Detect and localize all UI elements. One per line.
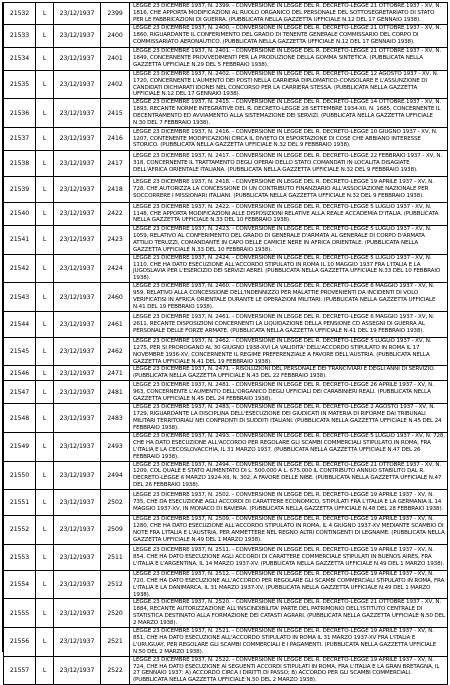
table-row [4, 202, 448, 225]
act-date-cell: 23/12/1937 [54, 570, 101, 599]
record-number-cell: 21535 [4, 70, 36, 99]
act-type-cell: L [36, 70, 54, 99]
record-number-cell: 21540 [4, 202, 36, 225]
table-row [4, 225, 448, 254]
act-description-text: LEGGE 23 DICEMBRE 1937, N. 2415. - CONVERSIONE IN LEGGE DEL R. DECRETO-LEGGE 14 OTTOBRE 1937 - XV, N. 1893, RECANTE NORME INTEGRATIVE DEL R. DECRETO-LEGGE 28 SETTEMBRE 1934-XII, N. 1685, CONCERNENTE IL DECENTRAMENTO ED AVVIAMENTO ALLA SISTEMAZIONE DEI SERVIZI. (PUBBLICATA NELLA GAZZETTA UFFICIALE N.30 DEL 7 FEBBRAIO 1938). [133, 99, 442, 127]
act-number-cell: 2522 [101, 656, 130, 685]
act-number-cell: 2416 [101, 127, 130, 150]
act-number-cell: 2511 [101, 544, 130, 570]
act-type-cell: L [36, 337, 54, 366]
act-date-cell: 23/12/1937 [54, 70, 101, 99]
act-description-text: LEGGE 23 DICEMBRE 1937, N. 2422. - CONVERSIONE IN LEGGE DEL R. DECRETO-LEGGE 5 LUGLIO 1937 - XV, N. 1148, CHE APPORTA MODIFICAZIONI ALLE DISPOSIZIONI RELATIVE ALLA REALE ACCADEMIA D'ITALIA. (PUBBLICATA NELLA GAZZETTA UFFICIALE N.33 DEL 10 FEBBRAIO 1938). [133, 203, 439, 224]
act-type-cell: L [36, 381, 54, 404]
record-number-cell: 21539 [4, 176, 36, 202]
record-number-cell: 21547 [4, 381, 36, 404]
table-row [4, 366, 448, 381]
act-number-cell: 2471 [101, 366, 130, 381]
record-number-cell: 21551 [4, 490, 36, 516]
act-date-cell: 23/12/1937 [54, 3, 101, 25]
act-description-text: LEGGE 23 DICEMBRE 1937, N. 2402. - CONVERSIONE IN LEGGE DEL R. DECRETO-LEGGE 12 AGOSTO 1937 - XV, N. 1720, CONCERNENTE L'AUMENTO DEI POSTI NELLA CARRIERA DIPLOMATICO-CONSOLARE E L'ASSUNZIONE DI CANDIDATI DICHIARATI IDONEI NEL CONCORSO PER LA CARRIERA STESSA. (PUBBLICATA NELLA GAZZETTA UFFICIALE N.12 DEL 17 GENNAIO 1938). [133, 70, 439, 98]
act-type-cell: L [36, 628, 54, 657]
table-row [4, 337, 448, 366]
act-description-cell [130, 432, 448, 461]
record-number-cell: 21533 [4, 24, 36, 47]
legislation-register-sheet [2, 2, 448, 684]
act-date-cell: 23/12/1937 [54, 311, 101, 337]
table-row [4, 628, 448, 657]
table-row [4, 70, 448, 99]
act-number-cell: 2481 [101, 381, 130, 404]
act-description-cell [130, 570, 448, 599]
act-description-cell [130, 656, 448, 685]
record-number-cell: 21542 [4, 254, 36, 283]
table-row [4, 461, 448, 490]
act-description-text: LEGGE 23 DICEMBRE 1937, N. 2424. - CONVERSIONE IN LEGGE DEL R. DECRETO-LEGGE 5 LUGLIO 1937 - XV, N. 1110, CHE HA DATO ESECUZIONE ALL'ACCORDO STIPULATO IN ROMA IL 10 MAGGIO 1937 FRA L'ITALIA E LA JUGOSLAVIA PER L'ESERCIZIO DEI SERVIZI AEREI. (PUBBLICATA NELLA GAZZETTA UFFICIALE N.33 DEL 10 FEBBRAIO 1938). [133, 254, 441, 282]
act-description-text: LEGGE 23 DICEMBRE 1937, N. 2401. - CONVERSIONE IN LEGGE DEL R. DECRETO-LEGGE 21 OTTOBRE 1937 - XV, N. 1849, CONCERNENTE PROVVEDIMENTI PER LA PRODUZIONE DELLA GOMMA SINTETICA. (PUBBLICATA NELLA GAZZETTA UFFICIALE N.29 DEL 5 FEBBRAIO 1938). [133, 48, 442, 69]
record-number-cell: 21553 [4, 544, 36, 570]
act-number-cell: 2494 [101, 461, 130, 490]
act-type-cell: L [36, 150, 54, 176]
act-number-cell: 2512 [101, 570, 130, 599]
act-description-text: LEGGE 23 DICEMBRE 1937, N. 2502. - CONVERSIONE IN LEGGE DEL R. DECRETO-LEGGE 19 APRILE 1937 - XV, N. 735, CHE DA ESECUZIONE AGLI ACCORDI DI CARATTERE ECONOMICO, STIPULATI FRA L'ITALIA E LA GERMANIA IL 14 MAGGIO 1937-XV, IN MONACO DI BAVIERA. (PUBBLICATA NELLA GAZZETTA UFFICIALE N.48 DEL 28 FEBBRAIO 1938). [133, 492, 444, 513]
act-date-cell: 23/12/1937 [54, 490, 101, 516]
act-description-cell [130, 311, 448, 337]
act-type-cell: L [36, 202, 54, 225]
act-number-cell: 2521 [101, 628, 130, 657]
legislation-table [3, 2, 448, 685]
act-date-cell: 23/12/1937 [54, 225, 101, 254]
act-description-cell [130, 628, 448, 657]
table-row [4, 490, 448, 516]
act-description-cell [130, 366, 448, 381]
act-type-cell: L [36, 176, 54, 202]
act-number-cell: 2399 [101, 3, 130, 25]
record-number-cell: 21536 [4, 99, 36, 128]
table-row [4, 516, 448, 545]
record-number-cell: 21541 [4, 225, 36, 254]
act-date-cell: 23/12/1937 [54, 381, 101, 404]
act-number-cell: 2493 [101, 432, 130, 461]
act-type-cell: L [36, 366, 54, 381]
act-type-cell: L [36, 127, 54, 150]
act-date-cell: 23/12/1937 [54, 24, 101, 47]
act-type-cell: L [36, 47, 54, 70]
act-number-cell: 2417 [101, 150, 130, 176]
act-description-cell [130, 150, 448, 176]
table-row [4, 311, 448, 337]
act-description-text: LEGGE 23 DICEMBRE 1937, N. 2481. - CONVERSIONE IN LEGGE DEL R. DECRETO-LEGGE 26 APRILE 1937 - XV, N. 963, CONCERNENTE L'AUMENTO DELL'ORGANICO DEGLI UFFICIALI DEI CARABINIERI REALI. (PUBBLICATA NELLA GAZZETTA UFFICIALE N.45 DEL 24 FEBBRAIO 1938). [133, 381, 434, 402]
act-description-text: LEGGE 23 DICEMBRE 1937, N. 2493. - CONVERSIONE IN LEGGE DEL R. DECRETO-LEGGE 5 LUGLIO 1937 - XV, N. 728, CHE HA DATO ESECUZIONE ALL'ACCORDO PER REGOLARE GLI SCAMBI COMMERCIALI STIPULATO IN ROMA, FRA L'ITALIA E LA CECOSLOVACCHIA, IL 31 MARZO 1937. (PUBBLICATA NELLA GAZZETTA UFFICIALE N.47 DEL 26 FEBBRAIO 1938). [133, 432, 445, 460]
act-type-cell: L [36, 225, 54, 254]
act-type-cell: L [36, 656, 54, 685]
act-date-cell: 23/12/1937 [54, 461, 101, 490]
act-description-text: LEGGE 23 DICEMBRE 1937, N. 2423. - CONVERSIONE IN LEGGE DEL R. DECRETO-LEGGE 5 LUGLIO 1937 - XV, N. 1059, RELATIVO AL CONFERIMENTO DEL GRADO DI GENERALE D'ARMATA AL GENERALE DI CORPO D'ARMATA ATTILIO TERUZZI, COMANDANTE IN CAPO DELLE CAMICIE NERE IN AFRICA ORIENTALE. (PUBBLICATA NELLA GAZZETTA UFFICIALE N.33 DEL 10 FEBBRAIO 1938). [133, 225, 432, 253]
act-description-text: LEGGE 23 DICEMBRE 1937, N. 2400. - CONVERSIONE IN LEGGE DEL R. DECRETO-LEGGE 21 OTTOBRE 1937 - XV, N. 1860, RIGUARDANTE IL CONFERIMENTO DEL GRADO DI TENENTE GENERALE COMMISSARIO DEL CORPO DI COMMISSARIATO AERONAUTICO. (PUBBLICATA NELLA GAZZETTA UFFICIALE N.12 DEL 17 GENNAIO 1938). [133, 25, 442, 46]
record-number-cell: 21550 [4, 461, 36, 490]
act-date-cell: 23/12/1937 [54, 202, 101, 225]
act-date-cell: 23/12/1937 [54, 47, 101, 70]
act-date-cell: 23/12/1937 [54, 628, 101, 657]
act-date-cell: 23/12/1937 [54, 404, 101, 433]
act-number-cell: 2423 [101, 225, 130, 254]
act-description-cell [130, 404, 448, 433]
act-description-cell [130, 70, 448, 99]
act-description-cell [130, 24, 448, 47]
record-number-cell: 21548 [4, 404, 36, 433]
act-number-cell: 2460 [101, 283, 130, 312]
record-number-cell: 21537 [4, 127, 36, 150]
act-description-text: LEGGE 23 DICEMBRE 1937, N. 2494. - CONVERSIONE IN LEGGE DEL R. DECRETO-LEGGE 21 OTTOBRE 1937 - XV, N. 1209, COL QUALE E STATO AUMENTATO DI L. 500.000 A L. 675.000 IL CONTRIBUTO ANNUO STABILITO DAL R. DECRETO-LEGGE 6 MARZO 1924-XII, N. 302, A FAVORE DELLE NIBE. (PUBBLICATA NELLA GAZZETTA UFFICIALE N.47 DEL 26 FEBBRAIO 1938). [133, 461, 442, 489]
act-type-cell: L [36, 461, 54, 490]
act-description-text: LEGGE 23 DICEMBRE 1937, N. 2461. - CONVERSIONE IN LEGGE DEL R. DECRETO-LEGGE 6 MAGGIO 1937 - XV, N. 2611, RECANTE DISPOSIZIONI CONCERNENTI LA LIQUIDAZIONE DELLA PENSIONE CD ASSEGNI DI GUERRA AL PERSONALE DELLE FORZE ARMATE. (PUBBLICATA NELLA GAZZETTA UFFICIALE N.41 DEL 19 FEBBRAIO 1938). [133, 313, 435, 334]
act-description-text: LEGGE 23 DICEMBRE 1937, N. 2521. - CONVERSIONE IN LEGGE DEL R. DECRETO-LEGGE 19 APRILE 1937 - XV, N. 851, CHE HA DATO ESECUZIONE ALL'ACCORDO STIPULATO IN ROMA IL 31 MARZO 1937-XV FRA L'ITALIA E L'URUGUAY, PER REGOLARE GLI SCAMBI COMMERCIALI E I PAGAMENTI. (PUBBLICATA NELLA GAZZETTA UFFICIALE N.50 DEL 2 MARZO 1938). [133, 628, 437, 655]
record-number-cell: 21543 [4, 283, 36, 312]
act-description-text: LEGGE 23 DICEMBRE 1937, N. 2522. - CONVERSIONE IN LEGGE DEL R. DECRETO-LEGGE 19 APRILE 1937 - XV, N. 724, CHE HA DATO ESECUZIONE AI SEGUENTI ACCORDI STIPULATI IN ROMA, FRA L'ITALIA E LA GRAN BRETAGNA, IL 27 GENNAIO 1937: A) ACCORDO CIRCA I DIRITTI DI PASSO; B) ACCORDO PER GLI SCAMBI COMMERCIALI. (PUBBLICATA NELLA GAZZETTA UFFICIALE N.50 DEL 2 MARZO 1938). [133, 656, 440, 684]
act-description-text: LEGGE 23 DICEMBRE 1937, N. 2483. - CONVERSIONE IN LEGGE DEL R. DECRETO-LEGGE 2 AGOSTO 1937 - XV, N. 1729, RIGUARDANTE LA DISCIPLINA DELL'ESECUZIONE DEI GIUDICATI IN MATERIA DI RIFORME DAI TRIBUNALI MILITARI TERRITORIALI NEI CONFRONTI DI SUDDITI ITALIANI. (PUBBLICATA NELLA GAZZETTA UFFICIALE N.45 DEL 24 FEBBRAIO 1938). [133, 404, 442, 431]
act-type-cell: L [36, 283, 54, 312]
act-date-cell: 23/12/1937 [54, 516, 101, 545]
act-type-cell: L [36, 432, 54, 461]
table-row [4, 3, 448, 25]
record-number-cell: 21554 [4, 570, 36, 599]
act-type-cell: L [36, 490, 54, 516]
act-number-cell: 2415 [101, 99, 130, 128]
act-description-cell [130, 254, 448, 283]
act-date-cell: 23/12/1937 [54, 599, 101, 628]
act-type-cell: L [36, 404, 54, 433]
act-number-cell: 2509 [101, 516, 130, 545]
act-number-cell: 2502 [101, 490, 130, 516]
table-row [4, 47, 448, 70]
act-description-text: LEGGE 23 DICEMBRE 1937, N. 2460. - CONVERSIONE IN LEGGE DEL R. DECRETO-LEGGE 6 MAGGIO 1937 - XV, N. 959, RELATIVO ALLA CONCESSIONE DELL'INDENNIZZO PER MALATTIE PROVENIENTI DA INCIDENTI DI VOLO VERIFICATISI IN AFRICA ORIENTALE DURANTE LE OPERAZIONI MILITARI. (PUBBLICATA NELLA GAZZETTA UFFICIALE N.41 DEL 19 FEBBRAIO 1938). [133, 283, 436, 310]
act-description-cell [130, 99, 448, 128]
act-type-cell: L [36, 311, 54, 337]
table-row [4, 381, 448, 404]
act-description-cell [130, 599, 448, 628]
act-date-cell: 23/12/1937 [54, 366, 101, 381]
act-description-text: LEGGE 23 DICEMBRE 1937, N. 2512. - CONVERSIONE IN LEGGE DEL R. DECRETO-LEGGE 19 APRILE 1937 - XV, N. 720, CHE HA DATO ESECUZIONE ALL'ACCORDO PER REGOLARE GLI SCAMBI COMMERCIALI STIPULATO IN ROMA, FRA L'ITALIA E LA DANIMARCA, IL 31 MARZO 1937-XV. (PUBBLICATA NELLA GAZZETTA UFFICIALE N.49 DEL 1 MARZO 1938). [133, 570, 445, 598]
table-row [4, 176, 448, 202]
table-row [4, 404, 448, 433]
act-number-cell: 2422 [101, 202, 130, 225]
record-number-cell: 21534 [4, 47, 36, 70]
act-date-cell: 23/12/1937 [54, 544, 101, 570]
act-description-cell [130, 490, 448, 516]
table-row [4, 254, 448, 283]
act-description-cell [130, 337, 448, 366]
act-number-cell: 2402 [101, 70, 130, 99]
act-date-cell: 23/12/1937 [54, 150, 101, 176]
record-number-cell: 21544 [4, 311, 36, 337]
table-row [4, 99, 448, 128]
act-type-cell: L [36, 599, 54, 628]
act-date-cell: 23/12/1937 [54, 283, 101, 312]
table-row [4, 656, 448, 685]
act-type-cell: L [36, 516, 54, 545]
record-number-cell: 21552 [4, 516, 36, 545]
act-type-cell: L [36, 24, 54, 47]
act-type-cell: L [36, 570, 54, 599]
act-description-text: LEGGE 23 DICEMBRE 1937, N. 2416. - CONVERSIONE IN LEGGE DEL R. DECRETO-LEGGE 10 GIUGNO 1937 - XV, N. 1207, CONTENENTE MODIFICAZIONI CIRCA IL DIVIETO DI ESPORTAZIONE DI COSE CHE ABBIANO INTERESSE STORICO. (PUBBLICATA NELLA GAZZETTA UFFICIALE N.32 DEL 9 FEBBRAIO 1938). [133, 128, 438, 149]
act-number-cell: 2418 [101, 176, 130, 202]
table-row [4, 599, 448, 628]
act-type-cell: L [36, 99, 54, 128]
record-number-cell: 21549 [4, 432, 36, 461]
act-description-cell [130, 516, 448, 545]
act-description-cell [130, 283, 448, 312]
act-date-cell: 23/12/1937 [54, 176, 101, 202]
act-date-cell: 23/12/1937 [54, 99, 101, 128]
act-date-cell: 23/12/1937 [54, 337, 101, 366]
table-row [4, 150, 448, 176]
act-description-text: LEGGE 23 DICEMBRE 1937, N. 2399. - CONVERSIONE IN LEGGE DEL R. DECRETO-LEGGE 21 OTTOBRE 1937 - XV, N. 1816, CHE APPORTA MODIFICAZIONI AL RUOLO ORGANICO DEL PERSONALE DEL SOTTOSEGRETARIATO DI STATO PER LE FABBRICAZIONI DI GUERRA. (PUBBLICATA NELLA GAZZETTA UFFICIALE N.12 DEL 17 GENNAIO 1938). [133, 3, 442, 23]
act-number-cell: 2401 [101, 47, 130, 70]
act-description-text: LEGGE 23 DICEMBRE 1937, N. 2417. - CONVERSIONE IN LEGGE DEL R. DECRETO-LEGGE 22 FEBBRAIO 1937 - XV, N. 318, CONCERNENTE IL TRATTAMENTO DEGLI OPERAI DELLO STATO COMANDATI IN LOCALITA DISAGIATE DELL'AFRICA ORIENTALE ITALIANA. (PUBBLICATA NELLA GAZZETTA UFFICIALE N.32 DEL 9 FEBBRAIO 1938). [133, 153, 443, 173]
act-number-cell: 2483 [101, 404, 130, 433]
act-description-text: LEGGE 23 DICEMBRE 1937, N. 2471. - RISOLUZIONI DEL PERSONALE DEI TRANCIVIARI E DEGLI ANNI DI SERVIZIO. (PUBBLICATA NELLA GAZZETTA UFFICIALE N.43 DEL 22 FEBBRAIO 1938). [133, 366, 435, 380]
record-number-cell: 21556 [4, 628, 36, 657]
act-description-cell [130, 225, 448, 254]
table-row [4, 432, 448, 461]
act-description-text: LEGGE 23 DICEMBRE 1937, N. 2462. - CONVERSIONE IN LEGGE DEL R. DECRETO-LEGGE 5 LUGLIO 1937 - XV, N. 1275, PER SI PROROGANO AL 30 GIUGNO 1938-XVI LA VALIDITA' DELL'ACCORDO STIPULATO IN ROMA IL 17 NOVEMBRE 1936-XV, CONCERNENTE IL REGIME PREFERENZIALE A FAVORE DELL'AUSTRIA. (PUBBLICATA NELLA GAZZETTA UFFICIALE N.41 DEL 19 FEBBRAIO 1938). [133, 337, 432, 365]
record-number-cell: 21555 [4, 599, 36, 628]
act-description-cell [130, 381, 448, 404]
record-number-cell: 21545 [4, 337, 36, 366]
act-number-cell: 2462 [101, 337, 130, 366]
act-number-cell: 2424 [101, 254, 130, 283]
table-row [4, 24, 448, 47]
record-number-cell: 21557 [4, 656, 36, 685]
act-date-cell: 23/12/1937 [54, 254, 101, 283]
act-type-cell: L [36, 3, 54, 25]
act-date-cell: 23/12/1937 [54, 432, 101, 461]
table-row [4, 570, 448, 599]
act-type-cell: L [36, 254, 54, 283]
table-row [4, 283, 448, 312]
record-number-cell: 21538 [4, 150, 36, 176]
act-description-text: LEGGE 23 DICEMBRE 1937, N. 2509. - CONVERSIONE IN LEGGE DEL R. DECRETO-LEGGE 19 APRILE 1937 - XV, N. 1280, CHE HA DATO ESECUZIONE ALL'ACCORDO STIPULATO IN ROMA, IL 4 GIUGNO 1937-XV MEDIANTE SCAMBIO DI NOTE FRA L'ITALIA E L'AUSTRIA, PER AMMETTERE NEL REGNO ALTRI CONTINGENTI DI LEGNAME. (PUBBLICATA NELLA GAZZETTA UFFICIALE N.49 DEL 1 MARZO 1938). [133, 516, 445, 543]
act-description-text: LEGGE 23 DICEMBRE 1937, N. 2418. - CONVERSIONE IN LEGGE DEL R. DECRETO-LEGGE 19 APRILE 1937 - XV, N. 728, CHE AUTORIZZA LA CONCESSIONE DI UN CONTRIBUTO FINANZIARIO ALL'ASSOCIAZIONE NAZIONALE PER SOCCORRERE I MISSIONARI ITALIANI. (PUBBLICATA NELLA GAZZETTA UFFICIALE N.32 DEL 9 FEBBRAIO 1938). [133, 179, 434, 199]
record-number-cell: 21546 [4, 366, 36, 381]
act-number-cell: 2461 [101, 311, 130, 337]
act-description-cell [130, 3, 448, 25]
act-description-cell [130, 47, 448, 70]
record-number-cell: 21532 [4, 3, 36, 25]
act-number-cell: 2520 [101, 599, 130, 628]
act-description-cell [130, 127, 448, 150]
act-description-cell [130, 202, 448, 225]
act-description-cell [130, 176, 448, 202]
table-row [4, 127, 448, 150]
act-description-text: LEGGE 23 DICEMBRE 1937, N. 2520. - CONVERSIONE IN LEGGE DEL R. DECRETO-LEGGE 21 OTTOBRE 1937 - XV, N. 1884, RECANTE AUTORIZZAZIONE ALL'INSCINDIBILITA' PARTE DEL PATRIMONIO DELL'ISTITUTO CENTRALE DI STATISTICA DESTINATO ALLA FORMAZIONE DEI CATASTI AGRARI. (PUBBLICATA NELLA GAZZETTA UFFICIALE N.50 DEL 2 MARZO 1938). [133, 599, 445, 627]
table-row [4, 544, 448, 570]
act-date-cell: 23/12/1937 [54, 127, 101, 150]
act-description-cell [130, 461, 448, 490]
act-type-cell: L [36, 544, 54, 570]
act-date-cell: 23/12/1937 [54, 656, 101, 685]
act-description-text: LEGGE 23 DICEMBRE 1937, N. 2511. - CONVERSIONE IN LEGGE DEL R. DECRETO-LEGGE 19 APRILE 1937 - XV, N. 854, CHE HA DATO ESECUZIONE AGLI ACCORDI DI CARATTERE COMMERCIALE STIPULATI IN BUENOS AIRES, FRA L'ITALIA E L'ARGENTINA, IL 14 MARZO 1937-XV. (PUBBLICATA NELLA GAZZETTA UFFICIALE N.49 DEL 1 MARZO 1938). [133, 546, 445, 567]
act-number-cell: 2400 [101, 24, 130, 47]
act-description-cell [130, 544, 448, 570]
table-body [4, 3, 448, 685]
